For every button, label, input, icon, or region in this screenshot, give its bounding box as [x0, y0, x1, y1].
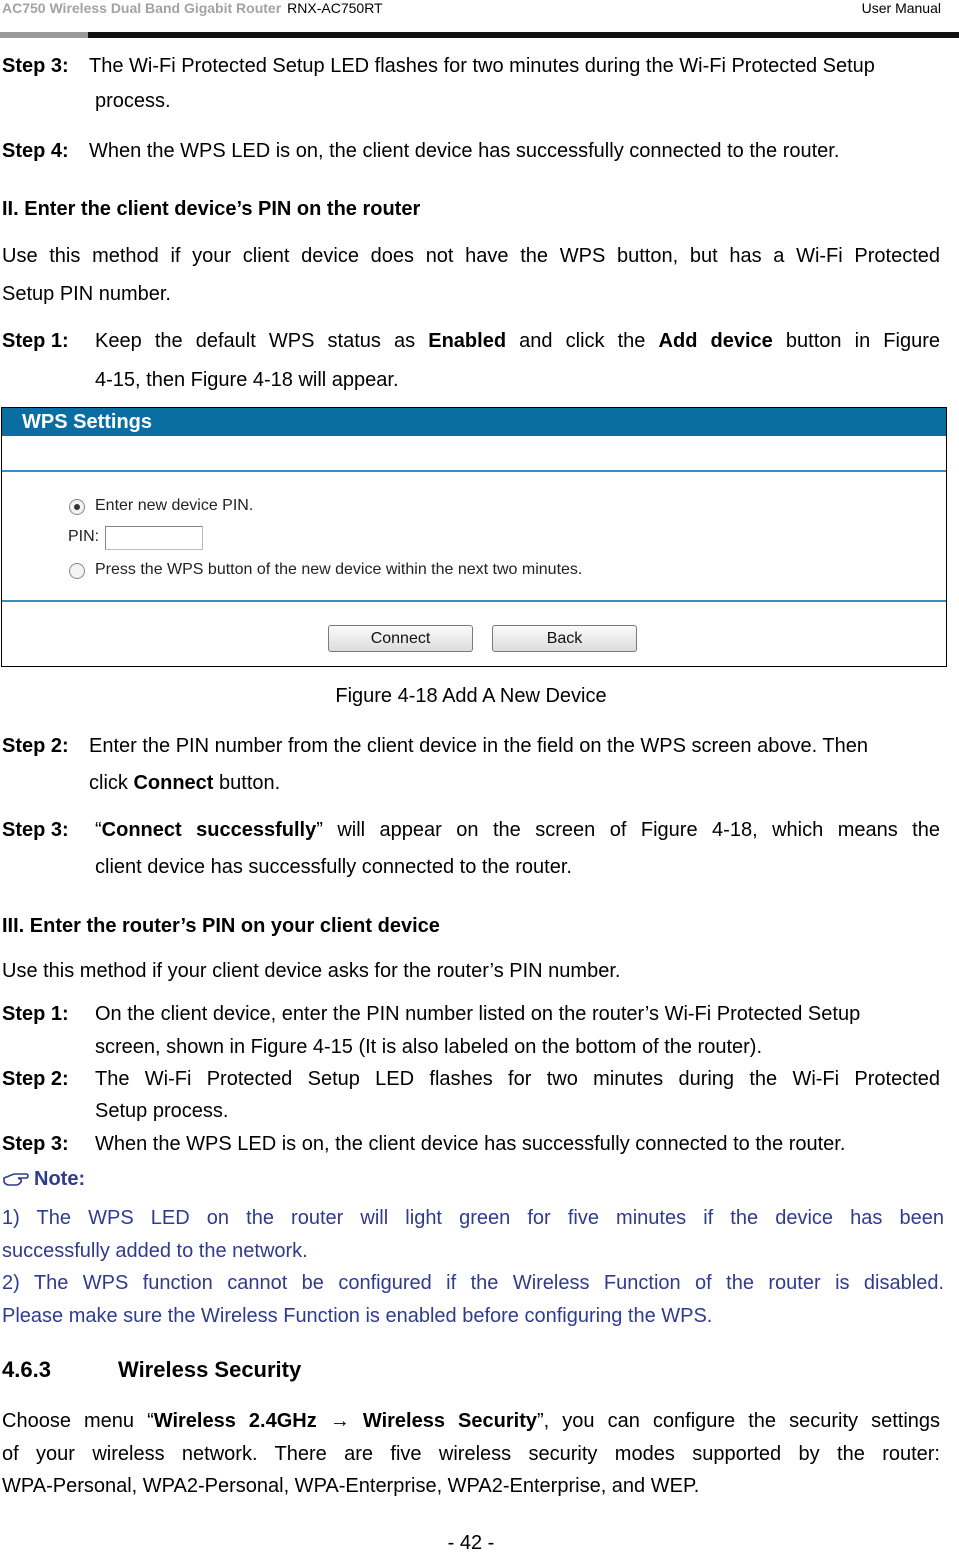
radio-selected-dot — [74, 504, 80, 510]
note-item: Please make sure the Wireless Function is enabled before configuring the WPS. — [2, 1305, 713, 1327]
header-manual: User Manual — [861, 0, 941, 16]
step-text: Setup process. — [95, 1100, 229, 1122]
step-text: On the client device, enter the PIN number listed on the router’s Wi-Fi Protected Setup — [95, 1003, 861, 1025]
paragraph: Choose menu “Wireless 2.4GHz → Wireless Security”, you can configure the security settings — [2, 1410, 941, 1432]
divider — [2, 470, 946, 472]
section-number: 4.6.3 — [2, 1357, 51, 1382]
section-heading: II. Enter the client device’s PIN on the router — [2, 198, 421, 220]
step-text: client device has successfully connected to the router. — [95, 856, 572, 878]
header-left — [2, 0, 383, 16]
step-text: When the WPS LED is on, the client device has successfully connected to the router. — [89, 140, 840, 162]
paragraph: WPA-Personal, WPA2-Personal, WPA-Enterprise, WPA2-Enterprise, and WEP. — [2, 1475, 700, 1497]
step-text: screen, shown in Figure 4-15 (It is also labeled on the bottom of the router). — [95, 1036, 763, 1058]
pointing-hand-icon — [2, 1167, 34, 1191]
wps-settings-figure — [1, 407, 947, 667]
step-label: Step 2: — [2, 735, 69, 757]
header-product: AC750 Wireless Dual Band Gigabit Router — [2, 0, 282, 16]
note-label: Note: — [34, 1168, 86, 1190]
header-rule-grey — [0, 32, 88, 38]
step-text: “Connect successfully” will appear on the screen of Figure 4-18, which means the — [95, 819, 940, 841]
page-number: - 42 - — [447, 1532, 495, 1554]
note-item: 1) The WPS LED on the router will light green for five minutes if the device has been — [2, 1207, 944, 1229]
enter-pin-radio[interactable] — [69, 499, 85, 515]
connect-button[interactable]: Connect — [328, 625, 473, 652]
step-label: Step 3: — [2, 55, 69, 77]
press-wps-radio[interactable] — [69, 563, 85, 579]
step-label: Step 3: — [2, 819, 69, 841]
arrow-icon: → — [329, 1410, 350, 1432]
note-item: successfully added to the network. — [2, 1240, 308, 1262]
note-heading — [2, 1167, 85, 1191]
header-model: RNX-AC750RT — [287, 0, 383, 16]
pin-input[interactable] — [105, 526, 203, 550]
step-text: The Wi-Fi Protected Setup LED flashes for two minutes during the Wi-Fi Protected — [95, 1068, 940, 1090]
press-wps-label: Press the WPS button of the new device within the next two minutes. — [95, 561, 583, 578]
step-text: When the WPS LED is on, the client device has successfully connected to the router. — [95, 1133, 846, 1155]
paragraph: of your wireless network. There are five wireless security modes supported by the router: — [2, 1443, 940, 1465]
wps-title-bar — [2, 408, 946, 436]
step-text: process. — [95, 90, 171, 112]
page-header — [0, 0, 959, 40]
paragraph: Use this method if your client device does not have the WPS button, but has a Wi-Fi Protected — [2, 245, 940, 267]
note-item: 2) The WPS function cannot be configured if the Wireless Function of the router is disabled. — [2, 1272, 944, 1294]
paragraph: Setup PIN number. — [2, 283, 171, 305]
enter-pin-label: Enter new device PIN. — [95, 497, 254, 514]
header-rule-black — [88, 32, 959, 38]
step-label: Step 1: — [2, 1003, 69, 1025]
step-text: The Wi-Fi Protected Setup LED flashes for two minutes during the Wi-Fi Protected Setup — [89, 55, 875, 77]
step-label: Step 1: — [2, 330, 69, 352]
figure-caption: Figure 4-18 Add A New Device — [335, 685, 607, 707]
step-text: 4-15, then Figure 4-18 will appear. — [95, 369, 399, 391]
step-text: Keep the default WPS status as Enabled and click the Add device button in Figure — [95, 330, 940, 352]
pin-label: PIN: — [68, 528, 100, 545]
step-text: click Connect button. — [89, 772, 281, 794]
section-heading: III. Enter the router’s PIN on your client device — [2, 915, 440, 937]
paragraph: Use this method if your client device asks for the router’s PIN number. — [2, 960, 621, 982]
section-title: Wireless Security — [118, 1357, 302, 1382]
step-label: Step 2: — [2, 1068, 69, 1090]
back-button[interactable]: Back — [492, 625, 637, 652]
step-label: Step 3: — [2, 1133, 69, 1155]
divider — [2, 600, 946, 602]
step-label: Step 4: — [2, 140, 69, 162]
step-text: Enter the PIN number from the client device in the field on the WPS screen above. Then — [89, 735, 868, 757]
wps-title: WPS Settings — [22, 411, 153, 433]
